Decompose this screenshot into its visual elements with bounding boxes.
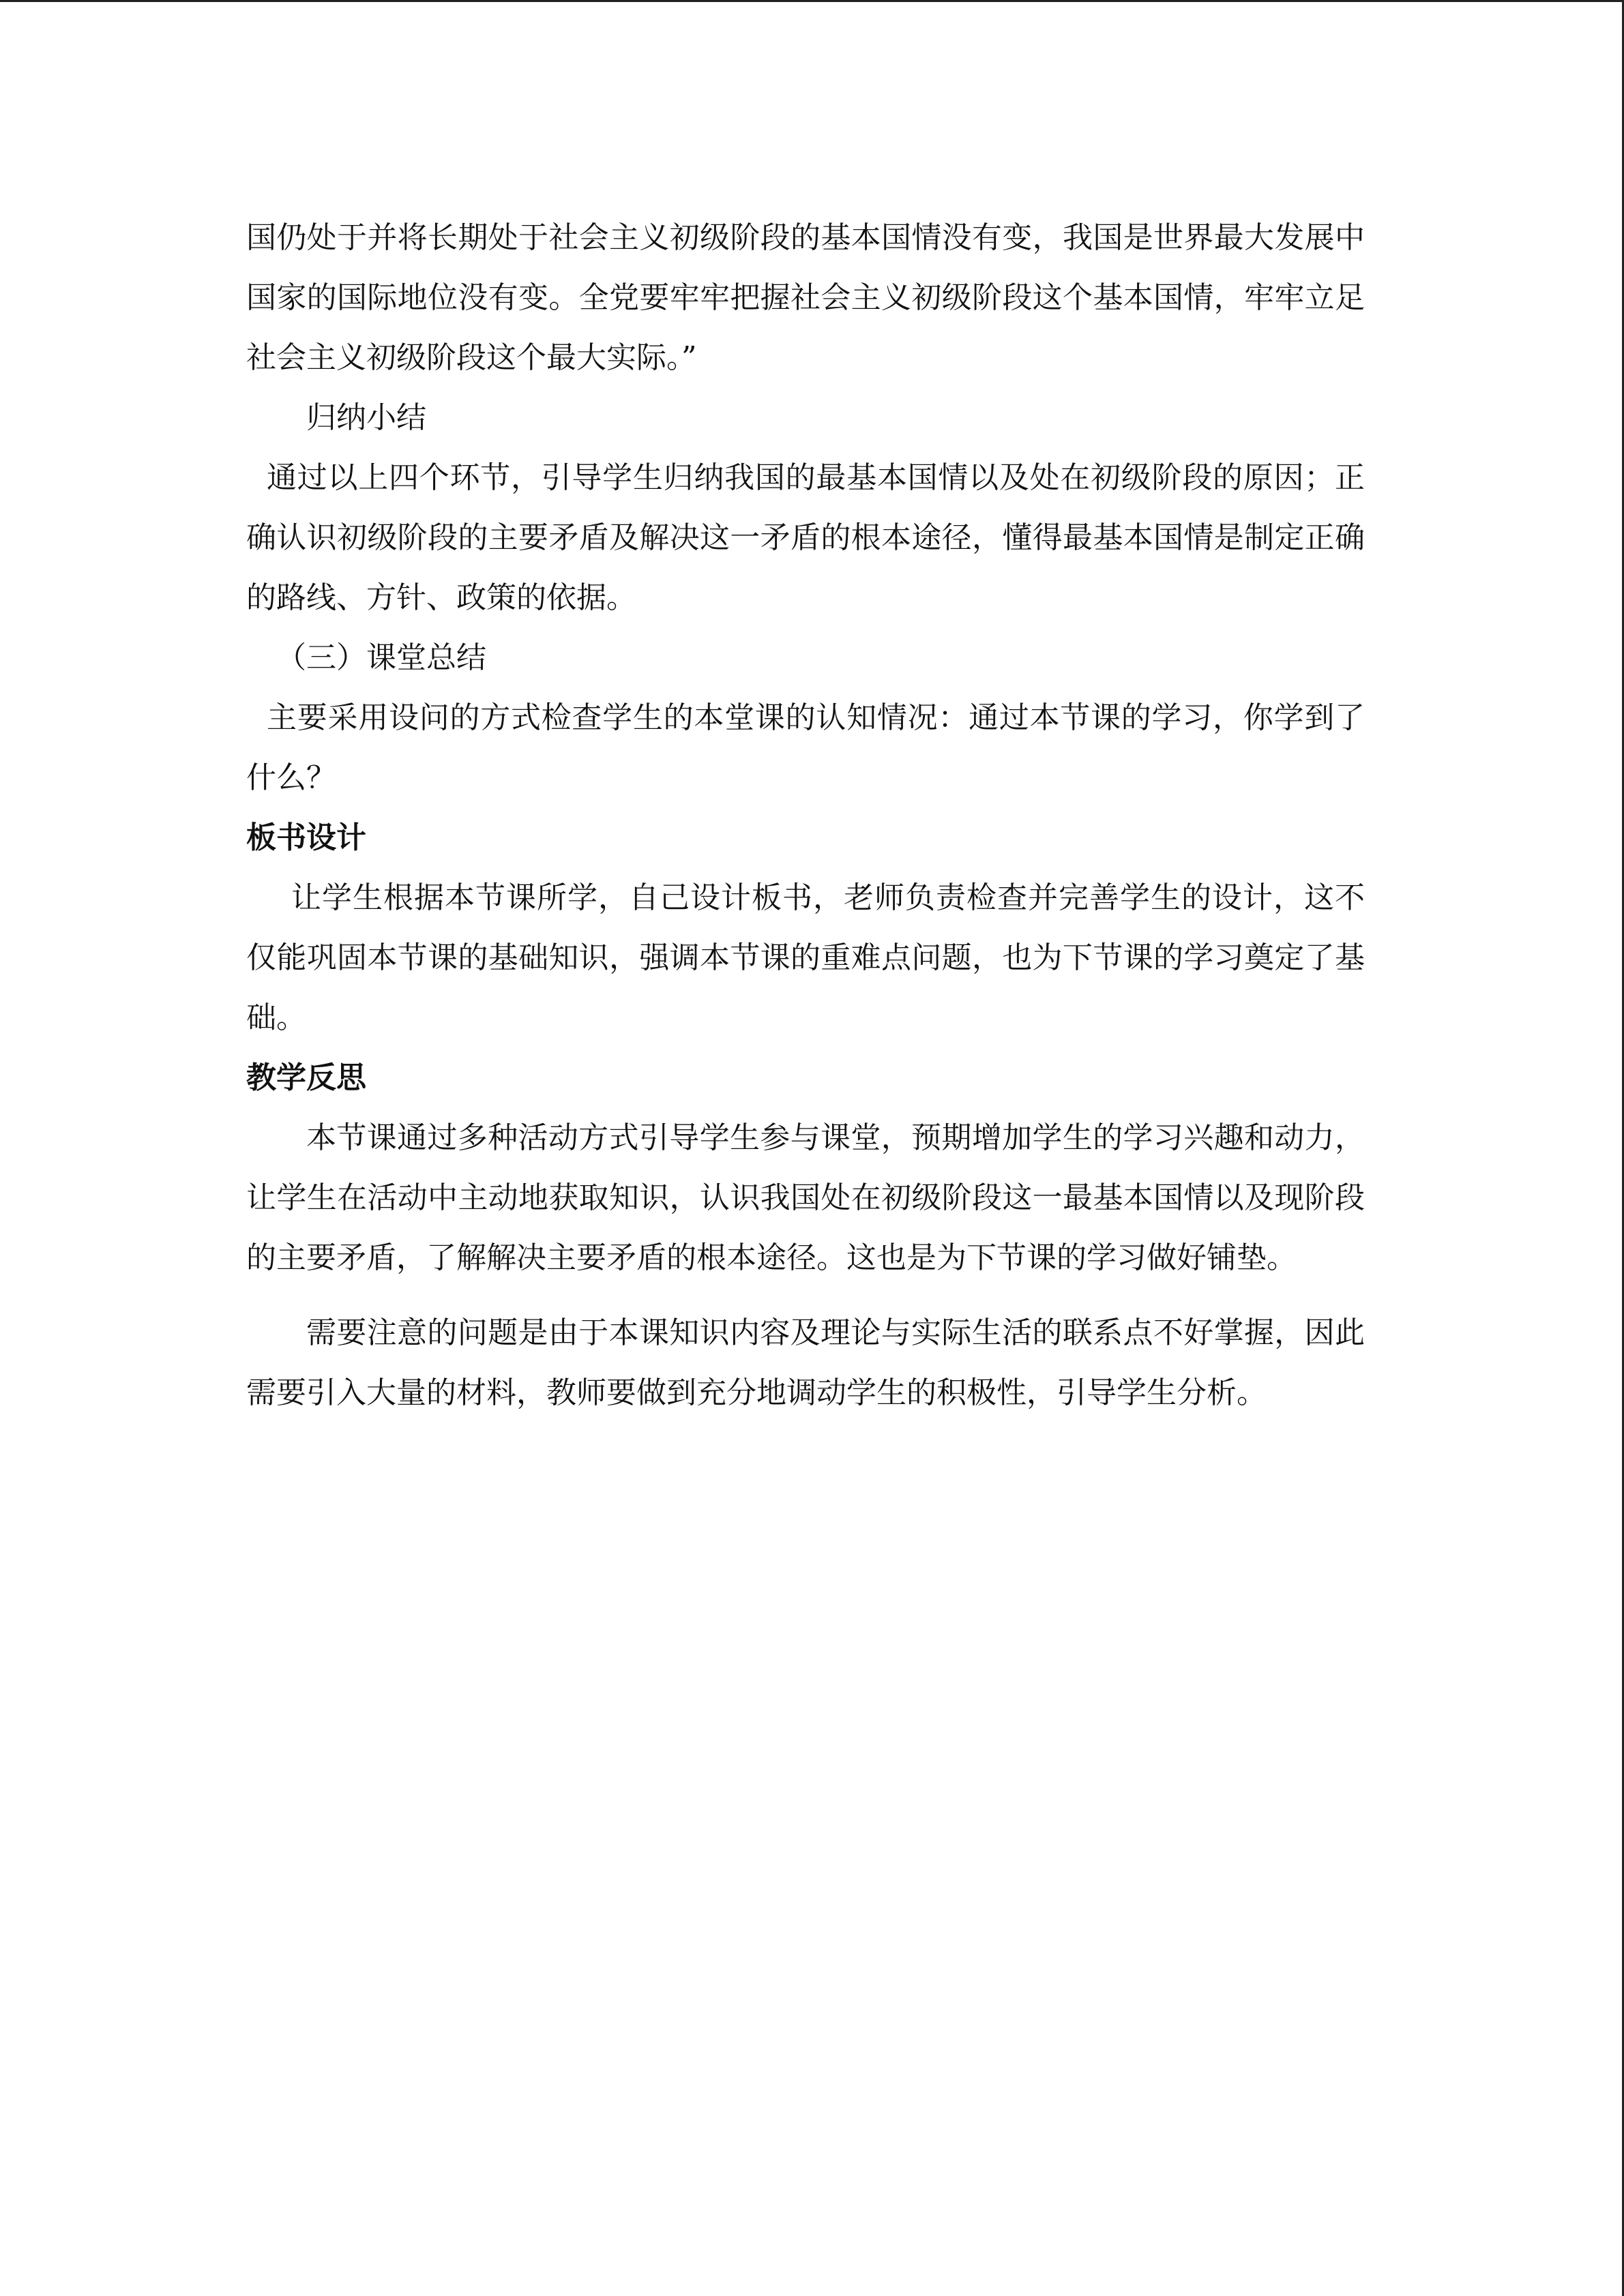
summary-label: 归纳小结: [306, 400, 426, 435]
reflection-paragraph-1: 本节课通过多种活动方式引导学生参与课堂，预期增加学生的学习兴趣和动力，让学生在活动中主动地获取知识，认识我国处在初级阶段这一最基本国情以及现阶段的主要矛盾，了解解决主要矛盾的根本途径。这也是为下节课的学习做好铺垫。: [246, 1120, 1365, 1275]
reflection-paragraph-2: 需要注意的问题是由于本课知识内容及理论与实际生活的联系点不好掌握，因此需要引入大量的材料，教师要做到充分地调动学生的积极性，引导学生分析。: [246, 1315, 1365, 1410]
board-design-heading: 板书设计: [246, 820, 366, 855]
document-body: [246, 208, 1365, 1423]
reflection-heading: 教学反思: [246, 1060, 366, 1095]
summary-paragraph: 通过以上四个环节，引导学生归纳我国的最基本国情以及处在初级阶段的原因；正确认识初级阶段的主要矛盾及解决这一矛盾的根本途径，懂得最基本国情是制定正确的路线、方针、政策的依据。: [246, 460, 1365, 615]
class-summary-label: （三）课堂总结: [276, 640, 486, 675]
page-border-top: [0, 0, 1624, 2]
board-design-paragraph: 让学生根据本节课所学，自己设计板书，老师负责检查并完善学生的设计，这不仅能巩固本节课的基础知识，强调本节课的重难点问题，也为下节课的学习奠定了基础。: [246, 880, 1365, 1035]
class-summary-paragraph: 主要采用设问的方式检查学生的本堂课的认知情况：通过本节课的学习，你学到了什么？: [246, 700, 1365, 795]
continuation-paragraph: 国仍处于并将长期处于社会主义初级阶段的基本国情没有变，我国是世界最大发展中国家的国际地位没有变。全党要牢牢把握社会主义初级阶段这个基本国情，牢牢立足社会主义初级阶段这个最大实际。”: [246, 220, 1365, 375]
